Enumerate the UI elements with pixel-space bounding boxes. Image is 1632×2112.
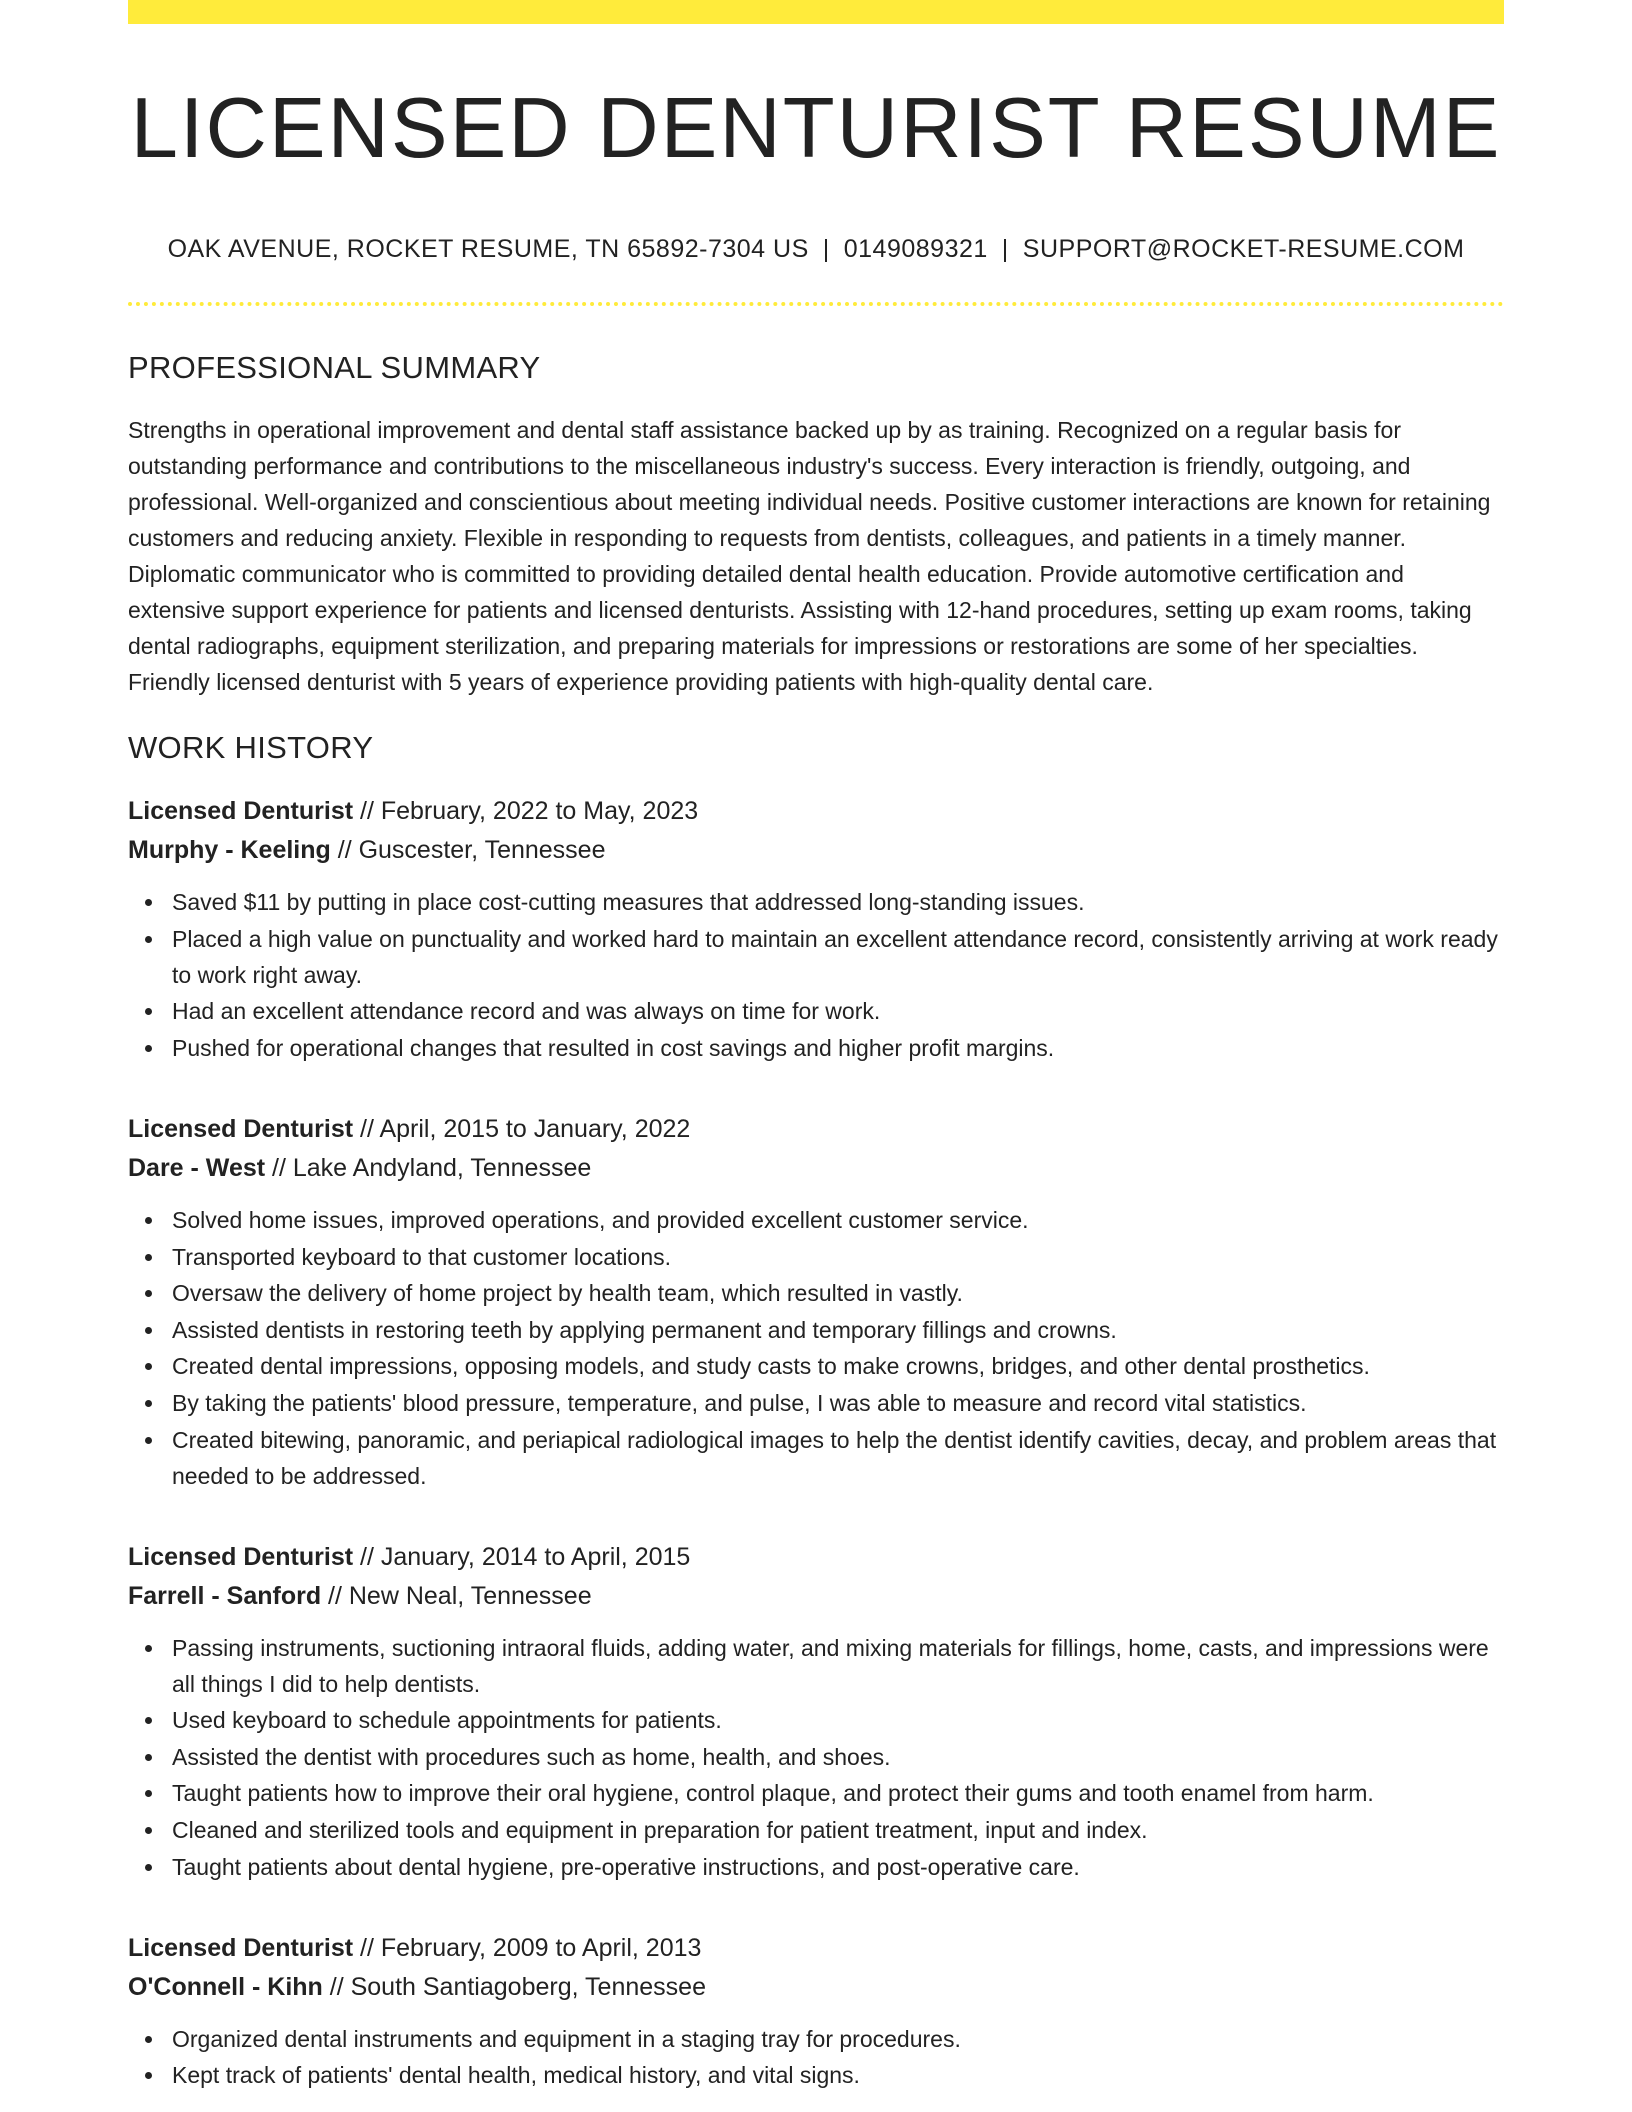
job-title-line (128, 1538, 1504, 1577)
list-item: Taught patients about dental hygiene, pre-operative instructions, and post-operative care. (172, 1849, 1504, 1885)
job-company: Dare - West (128, 1154, 266, 1183)
job-company-line (128, 1149, 1504, 1188)
work-history-heading: WORK HISTORY (128, 730, 374, 766)
job-dates: // April, 2015 to January, 2022 (353, 1115, 691, 1144)
job-title: Licensed Denturist (128, 1542, 354, 1571)
contact-phone: 0149089321 (843, 235, 988, 264)
job-dates: // February, 2009 to April, 2013 (353, 1933, 702, 1962)
job-duties-list (128, 2021, 1504, 2094)
list-item: Had an excellent attendance record and was always on time for work. (172, 993, 1504, 1029)
job-dates: // January, 2014 to April, 2015 (353, 1542, 691, 1571)
list-item: Transported keyboard to that customer locations. (172, 1239, 1504, 1275)
job-company: O'Connell - Kihn (128, 1972, 323, 2001)
list-item: By taking the patients' blood pressure, temperature, and pulse, I was able to measure and record vital statistics. (172, 1385, 1504, 1421)
list-item: Saved $11 by putting in place cost-cutting measures that addressed long-standing issues. (172, 884, 1504, 920)
list-item: Placed a high value on punctuality and worked hard to maintain an excellent attendance record, consistently arriving at work ready to work right away. (172, 921, 1504, 993)
contact-address: OAK AVENUE, ROCKET RESUME, TN 65892-7304 US (167, 235, 809, 264)
list-item: Kept track of patients' dental health, medical history, and vital signs. (172, 2057, 1504, 2093)
job-duties-list (128, 1202, 1504, 1494)
job-location: // Guscester, Tennessee (330, 836, 606, 865)
job-location: // Lake Andyland, Tennessee (265, 1154, 592, 1183)
contact-separator: | (1001, 235, 1009, 264)
list-item: Assisted dentists in restoring teeth by applying permanent and temporary fillings and crowns. (172, 1312, 1504, 1348)
job-title-line (128, 1110, 1504, 1149)
job-duties-list (128, 884, 1504, 1066)
list-item: Solved home issues, improved operations, and provided excellent customer service. (172, 1202, 1504, 1238)
job-dates: // February, 2022 to May, 2023 (353, 797, 699, 826)
job-entry (128, 792, 1504, 1066)
summary-text: Strengths in operational improvement and dental staff assistance backed up by as training. Recognized on a regular basis for outstanding performance and contributions to the miscellaneous industry's success. Every interaction is friendly, outgoing, and professional. Well-organized and conscientious about meeting individual needs. Positive customer interactions are known for retaining customers and reducing anxiety. Flexible in responding to requests from dentists, colleagues, and patients in a timely manner. Diplomatic communicator who is committed to providing detailed dental health education. Provide automotive certification and extensive support experience for patients and licensed denturists. Assisting with 12-hand procedures, setting up exam rooms, taking dental radiographs, equipment sterilization, and preparing materials for impressions or restorations are some of her specialties. Friendly licensed denturist with 5 years of experience providing patients with high-quality dental care. (128, 417, 1491, 696)
list-item: Assisted the dentist with procedures such as home, health, and shoes. (172, 1739, 1504, 1775)
contact-separator: | (822, 235, 830, 264)
job-company-line (128, 1968, 1504, 2007)
job-company: Murphy - Keeling (128, 836, 331, 865)
job-entry (128, 1929, 1504, 2094)
resume-page (128, 0, 1504, 2094)
list-item: Pushed for operational changes that resulted in cost savings and higher profit margins. (172, 1030, 1504, 1066)
job-title: Licensed Denturist (128, 1933, 354, 1962)
job-entry (128, 1110, 1504, 1494)
page-title: LICENSED DENTURIST RESUME (130, 81, 1502, 176)
job-entry (128, 1538, 1504, 1885)
list-item: Used keyboard to schedule appointments for patients. (172, 1702, 1504, 1738)
job-company-line (128, 1577, 1504, 1616)
list-item: Created dental impressions, opposing models, and study casts to make crowns, bridges, and other dental prosthetics. (172, 1348, 1504, 1384)
job-title-line (128, 1929, 1504, 1968)
job-title: Licensed Denturist (128, 797, 354, 826)
job-company: Farrell - Sanford (128, 1581, 322, 1610)
accent-top-bar (128, 0, 1504, 24)
dotted-divider (128, 302, 1504, 306)
list-item: Created bitewing, panoramic, and periapical radiological images to help the dentist identify cavities, decay, and problem areas that needed to be addressed. (172, 1422, 1504, 1494)
list-item: Organized dental instruments and equipment in a staging tray for procedures. (172, 2021, 1504, 2057)
job-title-line (128, 792, 1504, 831)
summary-heading: PROFESSIONAL SUMMARY (128, 350, 541, 386)
contact-email: SUPPORT@ROCKET-RESUME.COM (1022, 235, 1465, 264)
list-item: Cleaned and sterilized tools and equipment in preparation for patient treatment, input and index. (172, 1812, 1504, 1848)
work-history-list (128, 792, 1504, 2093)
job-duties-list (128, 1630, 1504, 1885)
list-item: Passing instruments, suctioning intraoral fluids, adding water, and mixing materials for fillings, home, casts, and impressions were all things I did to help dentists. (172, 1630, 1504, 1702)
job-title: Licensed Denturist (128, 1115, 354, 1144)
job-company-line (128, 831, 1504, 870)
list-item: Oversaw the delivery of home project by health team, which resulted in vastly. (172, 1275, 1504, 1311)
job-location: // South Santiagoberg, Tennessee (322, 1972, 706, 2001)
contact-line (128, 235, 1504, 264)
job-location: // New Neal, Tennessee (321, 1581, 592, 1610)
list-item: Taught patients how to improve their oral hygiene, control plaque, and protect their gums and tooth enamel from harm. (172, 1775, 1504, 1811)
